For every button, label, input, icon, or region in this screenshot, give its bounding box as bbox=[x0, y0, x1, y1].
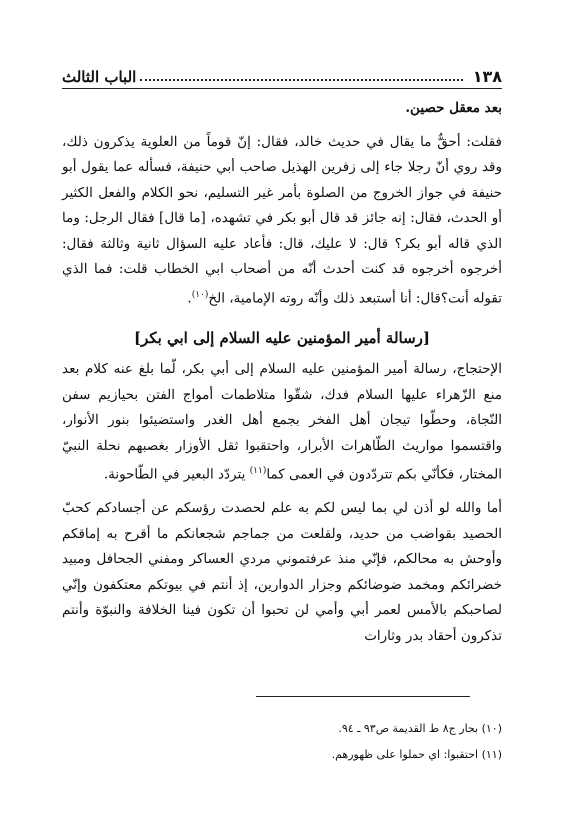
header-divider bbox=[62, 88, 502, 89]
opening-line: بعد معقل حصين. bbox=[405, 100, 502, 116]
paragraph-gap bbox=[62, 488, 502, 496]
paragraph-2-text-a: الإحتجاج، رسالة أمير المؤمنين عليه السلام إلى أبي بكر، لّما بلغ عنه كلام بعد منع الزّهراء عليها السلام فدك، شقّوا متلاطمات أمواج الفتن بحيازيم سفن النّجاة، وحطّوا تيجان أهل الفخر بجمع أهل الغدر واستضيئوا بنور الأنوار، واقتسموا مواريث الطّاهرات الأبرار، واحتقبوا ثقل الأوزار بغصبهم نحلة النبيّ المختار، فكأنّي بكم تتردّدون في العمى كما bbox=[62, 361, 502, 483]
paragraph-1-text: فقلت: أحقٌّ ما يقال في حديث خالد، فقال: إنّ قوماً من العلوية يذكرون ذلك، وقد روي أنّ رجلا جاء إلى زفرين الهذيل صاحب أبي حنيفة، فسأله عما يقول أبو حنيفة في جواز الخروج من الصلوة بأمر غير التسليم، نحو الكلام والفعل الكثير أو الحدث، فقال: إنه جائز قد قال أبو بكر في تشهده، [ما قال] فقال الرجل: وما الذي قاله أبو بكر؟ قال: لا عليك، قال: فأعاد عليه السؤال ثانية وثالثة فقال: أخرجوه أخرجوه قد كنت أحدث أنّه من أصحاب ابي الخطاب قلت: فما الذي تقوله أنت؟قال: أنا أستبعد ذلك وأنّه روته الإمامية، الخ bbox=[62, 133, 502, 306]
footnote-11: (١١) احتقبوا: اي حملوا على ظهورهم. bbox=[331, 748, 502, 761]
paragraph-2-text-b: يتردّد البعير في الطّاحونة. bbox=[103, 466, 246, 483]
running-header bbox=[62, 60, 502, 86]
main-text bbox=[62, 96, 502, 649]
paragraph-1: فقلت: أحقٌّ ما يقال في حديث خالد، فقال: إنّ قوماً من العلوية يذكرون ذلك، وقد روي أنّ رجلا جاء إلى زفرين الهذيل صاحب أبي حنيفة، فسأله عما يقول أبو حنيفة في جواز الخروج من الصلوة بأمر غير التسليم، نحو الكلام والفعل الكثير أو الحدث، فقال: إنه جائز قد قال أبو بكر في تشهده، [ما قال] فقال الرجل: وما الذي قاله أبو بكر؟ قال: لا عليك، قال: فأعاد عليه السؤال ثانية وثالثة فقال: أخرجوه أخرجوه قد كنت أحدث أنّه من أصحاب ابي الخطاب قلت: فما الذي تقوله أنت؟قال: أنا أستبعد ذلك وأنّه روته الإمامية، الخ$^{(١٠)}$. bbox=[62, 133, 502, 306]
footnote-10: (١٠) بحار ج٨ ط القديمة ص٩٣ ـ ٩٤. bbox=[338, 722, 502, 735]
section-heading: [رسالة أمير المؤمنين عليه السلام إلى ابي بكر] bbox=[133, 328, 431, 347]
footnote-ref-10: (١٠) bbox=[191, 289, 209, 300]
footnotes bbox=[62, 716, 502, 768]
footnote-divider bbox=[256, 696, 470, 697]
page-number: ١٣٨ bbox=[472, 67, 502, 86]
paragraph-3: أما والله لو أذن لي بما ليس لكم به علم لحصدت رؤسكم عن أجسادكم كحبّ الحصيد بقواضب من حديد، ولقلعت من جماجم شجعانكم ما أقرح به إماقكم وأوحش به محالكم، فإنّي منذ عرفتموني مردي العساكر ومفني الجحافل ومبيد خضرائكم ومخمد ضوضائكم وجزار الدوارين، إذ أنتم في بيوتكم معتكفون وإنّي لصاحبكم بالأمس لعمر أبي وأمي لن تحبوا أن تكون فينا الخلافة والنبوّة وأنتم تذكرون أحقاد بدر وثارات bbox=[62, 500, 502, 644]
header-dot-leader bbox=[140, 79, 462, 81]
chapter-title: الباب الثالث bbox=[62, 68, 137, 86]
paragraph-2 bbox=[62, 357, 502, 488]
footnote-ref-11: (١١) bbox=[249, 466, 267, 476]
